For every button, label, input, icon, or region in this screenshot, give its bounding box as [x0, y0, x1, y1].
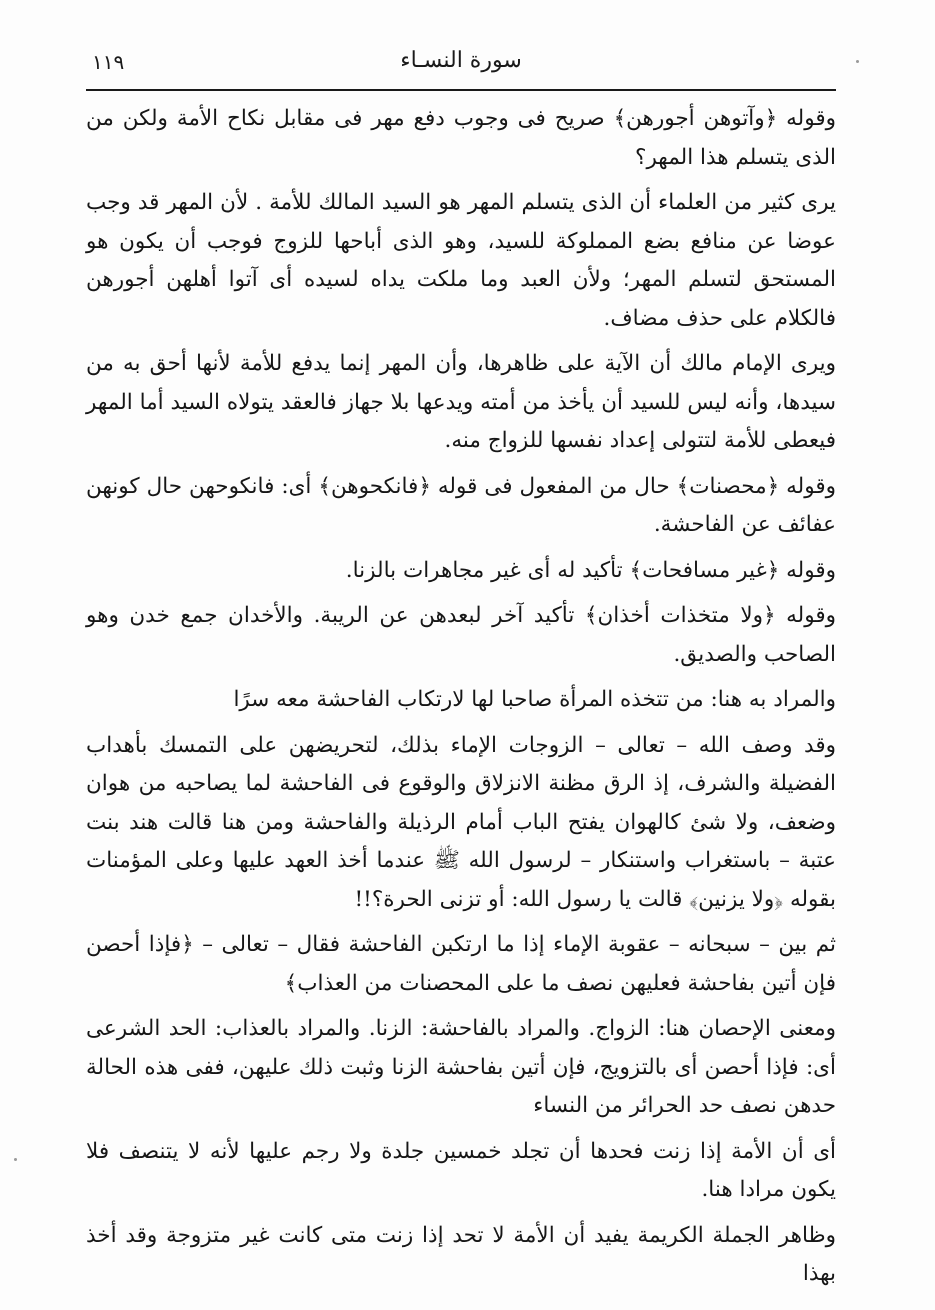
paragraph: وقوله ﴿محصنات﴾ حال من المفعول فى قوله ﴿فانكحوهن﴾ أى: فانكوحهن حال كونهن عفائف عن الفاحشة. [86, 473, 836, 537]
scan-speck [856, 60, 859, 63]
body-text [86, 100, 836, 1301]
page-header [86, 40, 836, 88]
running-head: سورة النسـاء [400, 48, 522, 73]
paragraph: وظاهر الجملة الكريمة يفيد أن الأمة لا تحد إذا زنت متى كانت غير متزوجة وقد أخذ بهذا [86, 1222, 836, 1286]
header-rule [86, 89, 836, 91]
paragraph: والمراد به هنا: من تتخذه المرأة صاحبا لها لارتكاب الفاحشة معه سرًا [233, 687, 836, 712]
paragraph: وقوله ﴿ولا متخذات أخذان﴾ تأكيد آخر لبعدهن عن الريبة. والأخدان جمع خدن وهو الصاحب والصديق. [86, 603, 836, 667]
paragraph: وقوله ﴿غير مسافحات﴾ تأكيد له أى غير مجاهرات بالزنا. [345, 557, 836, 583]
page-number: ١١٩ [92, 50, 125, 74]
paragraph: ويرى الإمام مالك أن الآية على ظاهرها، وأن المهر إنما يدفع للأمة لأنها أحق به من سيدها، وأنه ليس للسيد أن يأخذ من أمته ويدعها بلا جهاز فالعقد يتولاه السيد أما المهر فيعطى للأمة لتتولى إعداد نفسها للزواج منه. [86, 351, 836, 453]
paragraph: ومعنى الإحصان هنا: الزواج. والمراد بالفاحشة: الزنا. والمراد بالعذاب: الحد الشرعى أى: فإذا أحصن أى بالتزويج، فإن أتين بفاحشة الزنا وثبت ذلك عليهن، ففى هذه الحالة حدهن نصف حد الحرائر من النساء [86, 1016, 836, 1118]
paragraph: وقوله ﴿وآتوهن أجورهن﴾ صريح فى وجوب دفع مهر فى مقابل نكاح الأمة ولكن من الذى يتسلم هذا المهر؟ [86, 106, 836, 170]
paragraph: يرى كثير من العلماء أن الذى يتسلم المهر هو السيد المالك للأمة . لأن المهر قد وجب عوضا عن منافع بضع المملوكة للسيد، وهو الذى أباحها للزوج فوجب أن يكون هو المستحق لتسلم المهر؛ ولأن العبد وما ملكت يداه لسيده أى آتوا أهلهن أجورهن فالكلام على حذف مضاف. [86, 190, 836, 331]
paragraph: وقد وصف الله – تعالى – الزوجات الإماء بذلك، لتحريضهن على التمسك بأهداب الفضيلة والشرف، إذ الرق مظنة الانزلاق والوقوع فى الفاحشة لما يصاحبه من هوان وضعف، ولا شئ كالهوان يفتح الباب أمام الرذيلة والفاحشة ومن هنا قالت هند بنت عتبة – باستغراب واستنكار – لرسول الله ﷺ عندما أخذ العهد عليها وعلى المؤمنات بقوله ﴿ولا يزنين﴾ قالت يا رسول الله: أو تزنى الحرة؟!! [86, 732, 836, 912]
paragraph: ثم بين – سبحانه – عقوبة الإماء إذا ما ارتكبن الفاحشة فقال – تعالى – ﴿فإذا أحصن فإن أتين بفاحشة فعليهن نصف ما على المحصنات من العذاب﴾ [86, 932, 836, 996]
scan-speck [14, 1158, 17, 1161]
paragraph: أى أن الأمة إذا زنت فحدها أن تجلد خمسين جلدة ولا رجم عليها لأنه لا يتنصف فلا يكون مرادا هنا. [86, 1138, 836, 1202]
